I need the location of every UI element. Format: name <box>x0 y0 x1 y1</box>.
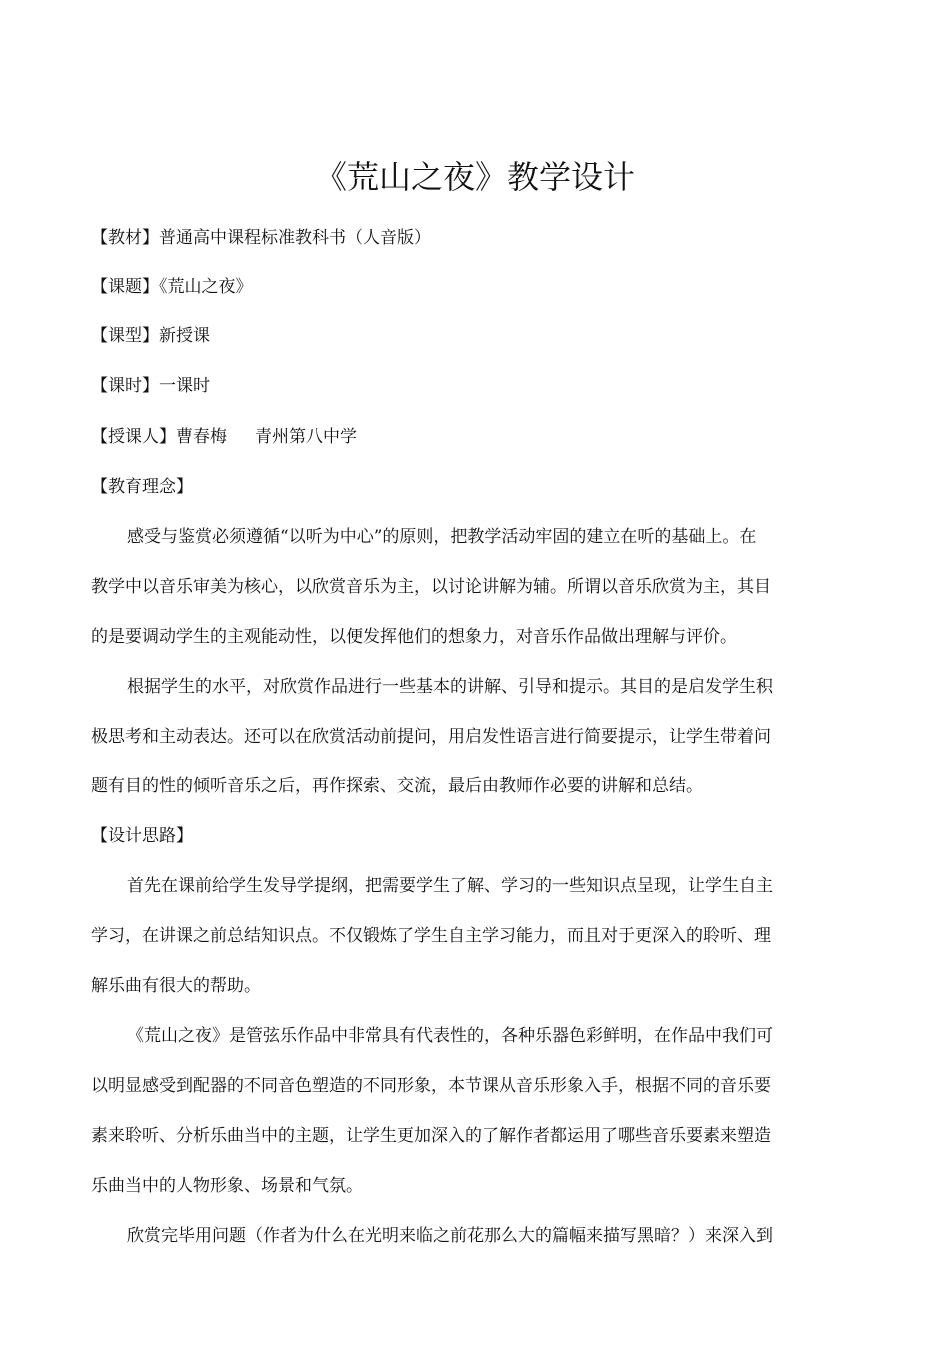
design-heading: 【设计思路】 <box>91 826 193 846</box>
document-title: 《荒山之夜》教学设计 <box>314 158 635 196</box>
topic-line: 【课题】《荒山之夜》 <box>91 277 253 297</box>
paragraph-line: 根据学生的水平，对欣赏作品进行一些基本的讲解、引导和提示。其目的是启发学生积 <box>127 677 773 697</box>
paragraph-line: 极思考和主动表达。还可以在欣赏活动前提问，用启发性语言进行简要提示，让学生带着问 <box>91 727 771 747</box>
philosophy-heading: 【教育理念】 <box>91 477 193 497</box>
paragraph-line: 解乐曲有很大的帮助。 <box>91 976 261 996</box>
paragraph-line: 首先在课前给学生发导学提纲，把需要学生了解、学习的一些知识点呈现，让学生自主 <box>127 876 773 896</box>
teacher-line <box>91 424 357 450</box>
paragraph-line: 题有目的性的倾听音乐之后，再作探索、交流，最后由教师作必要的讲解和总结。 <box>91 776 703 796</box>
paragraph-line: 教学中以音乐审美为核心，以欣赏音乐为主，以讨论讲解为辅。所谓以音乐欣赏为主，其目 <box>91 577 771 597</box>
teacher-name: 【授课人】曹春梅 <box>91 427 227 447</box>
school-name: 青州第八中学 <box>255 427 357 447</box>
paragraph-line: 《荒山之夜》是管弦乐作品中非常具有代表性的，各种乐器色彩鲜明，在作品中我们可 <box>127 1026 773 1046</box>
paragraph-line: 欣赏完毕用问题（作者为什么在光明来临之前花那么大的篇幅来描写黑暗？）来深入到 <box>127 1226 773 1246</box>
paragraph-line: 的是要调动学生的主观能动性，以便发挥他们的想象力，对音乐作品做出理解与评价。 <box>91 627 737 647</box>
paragraph-line: 以明显感受到配器的不同音色塑造的不同形象，本节课从音乐形象入手，根据不同的音乐要 <box>91 1076 771 1096</box>
paragraph-line: 感受与鉴赏必须遵循“以听为中心”的原则，把教学活动牢固的建立在听的基础上。在 <box>127 527 757 547</box>
lesson-type-line: 【课型】新授课 <box>91 326 210 346</box>
duration-line: 【课时】一课时 <box>91 376 210 396</box>
paragraph-line: 乐曲当中的人物形象、场景和气氛。 <box>91 1176 363 1196</box>
paragraph-line: 素来聆听、分析乐曲当中的主题，让学生更加深入的了解作者都运用了哪些音乐要素来塑造 <box>91 1126 771 1146</box>
textbook-line: 【教材】普通高中课程标准教科书（人音版） <box>91 228 431 248</box>
paragraph-line: 学习，在讲课之前总结知识点。不仅锻炼了学生自主学习能力，而且对于更深入的聆听、理 <box>91 926 771 946</box>
